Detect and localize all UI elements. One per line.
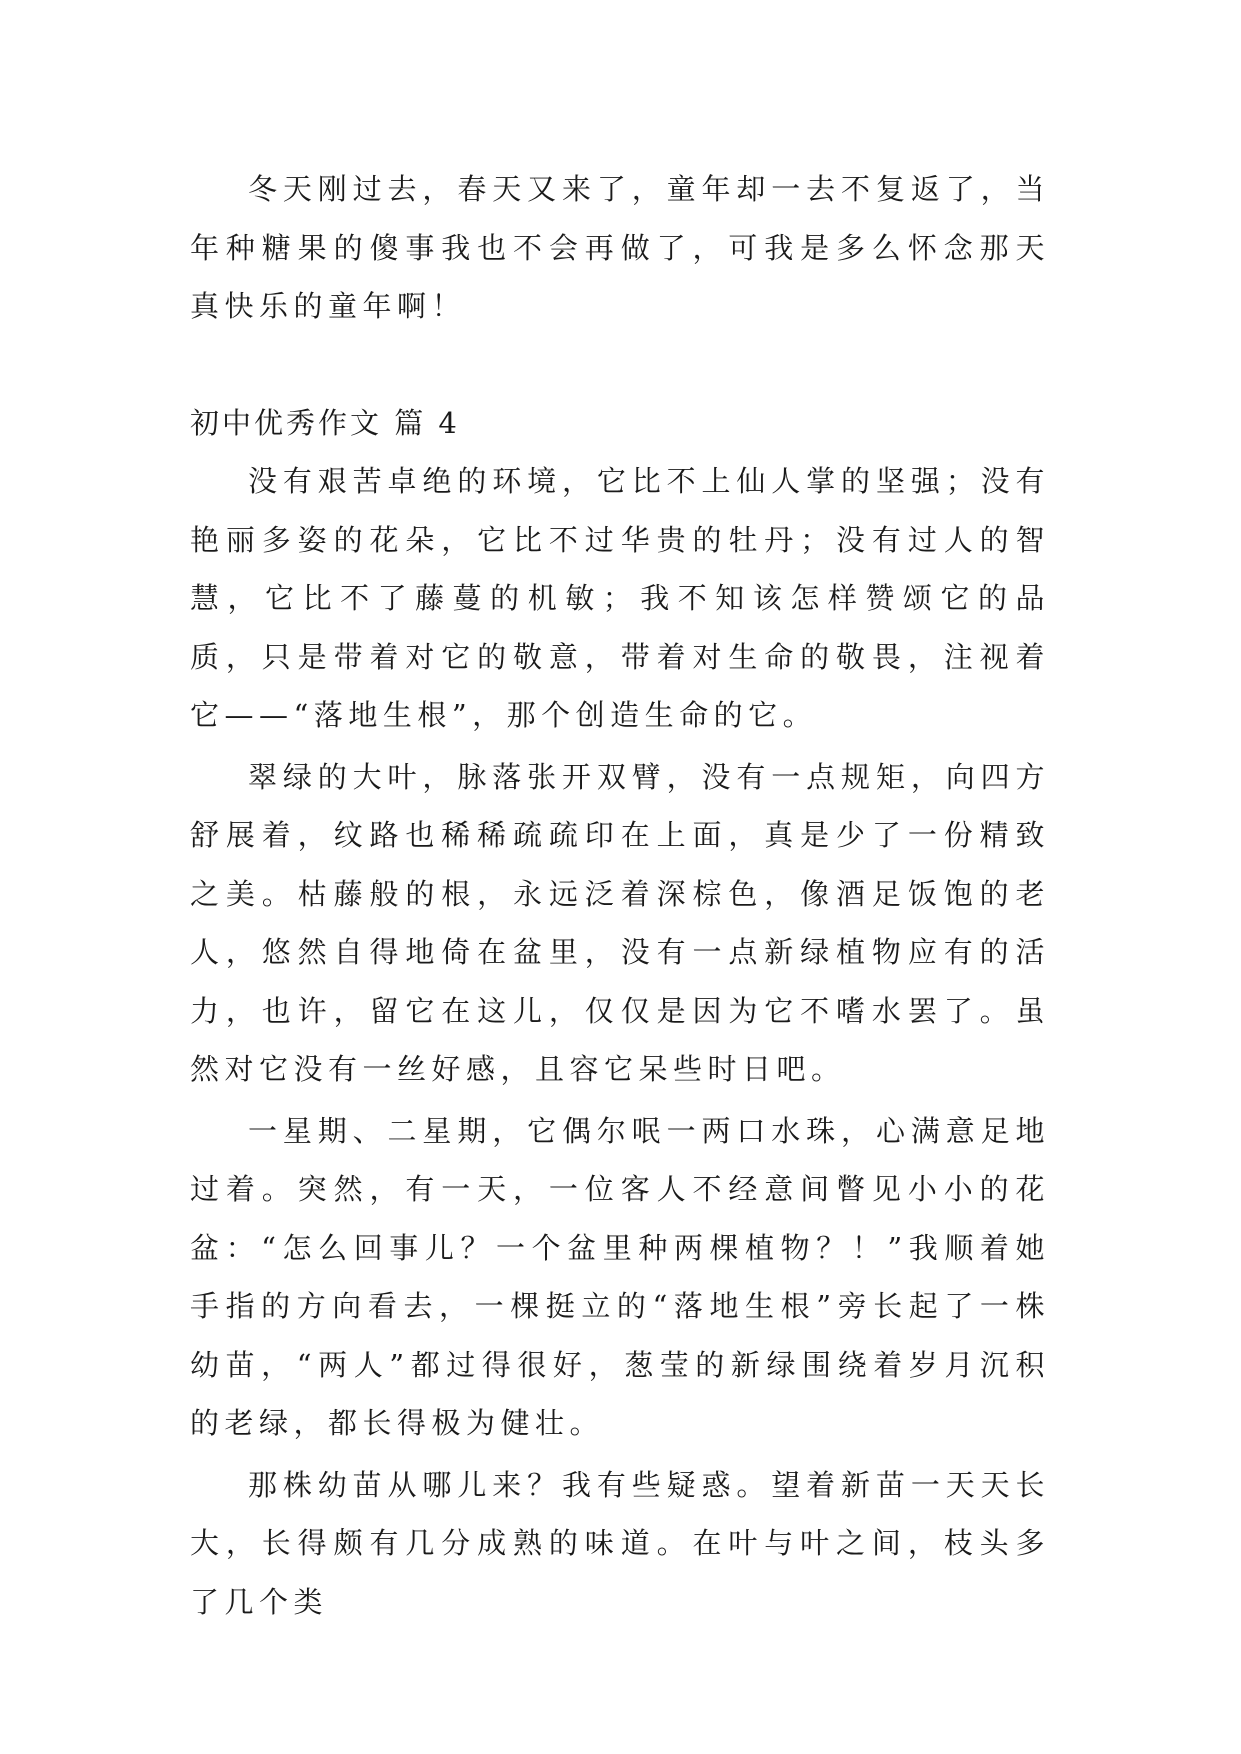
intro-paragraph: 冬天刚过去，春天又来了，童年却一去不复返了，当年种糖果的傻事我也不会再做了，可我是多么怀念那天真快乐的童年啊！ (190, 172, 1050, 323)
paragraph-2: 翠绿的大叶，脉落张开双臂，没有一点规矩，向四方舒展着，纹路也稀稀疏疏印在上面，真是少了一份精致之美。枯藤般的根，永远泛着深棕色，像酒足饭饱的老人，悠然自得地倚在盆里，没有一点新绿植物应有的活力，也许，留它在这儿，仅仅是因为它不嗜水罢了。虽然对它没有一丝好感，且容它呆些时日吧。 (190, 759, 1050, 1086)
document-body (190, 160, 1050, 1631)
paragraph-3: 一星期、二星期，它偶尔呡一两口水珠，心满意足地过着。突然，有一天，一位客人不经意间瞥见小小的花盆：“怎么回事儿？一个盆里种两棵植物？！”我顺着她手指的方向看去，一棵挺立的“落地生根”旁长起了一株幼苗，“两人”都过得很好，葱莹的新绿围绕着岁月沉积的老绿，都长得极为健壮。 (190, 1113, 1050, 1440)
paragraph-1: 没有艰苦卓绝的环境，它比不上仙人掌的坚强；没有艳丽多姿的花朵，它比不过华贵的牡丹；没有过人的智慧，它比不了藤蔓的机敏；我不知该怎样赞颂它的品质，只是带着对它的敬意，带着对生命的敬畏，注视着它——“落地生根”，那个创造生命的它。 (190, 464, 1050, 732)
paragraph-4: 那株幼苗从哪儿来？我有些疑惑。望着新苗一天天长大，长得颇有几分成熟的味道。在叶与叶之间，枝头多了几个类 (190, 1467, 1050, 1619)
section-title: 初中优秀作文 篇 4 (190, 405, 460, 440)
